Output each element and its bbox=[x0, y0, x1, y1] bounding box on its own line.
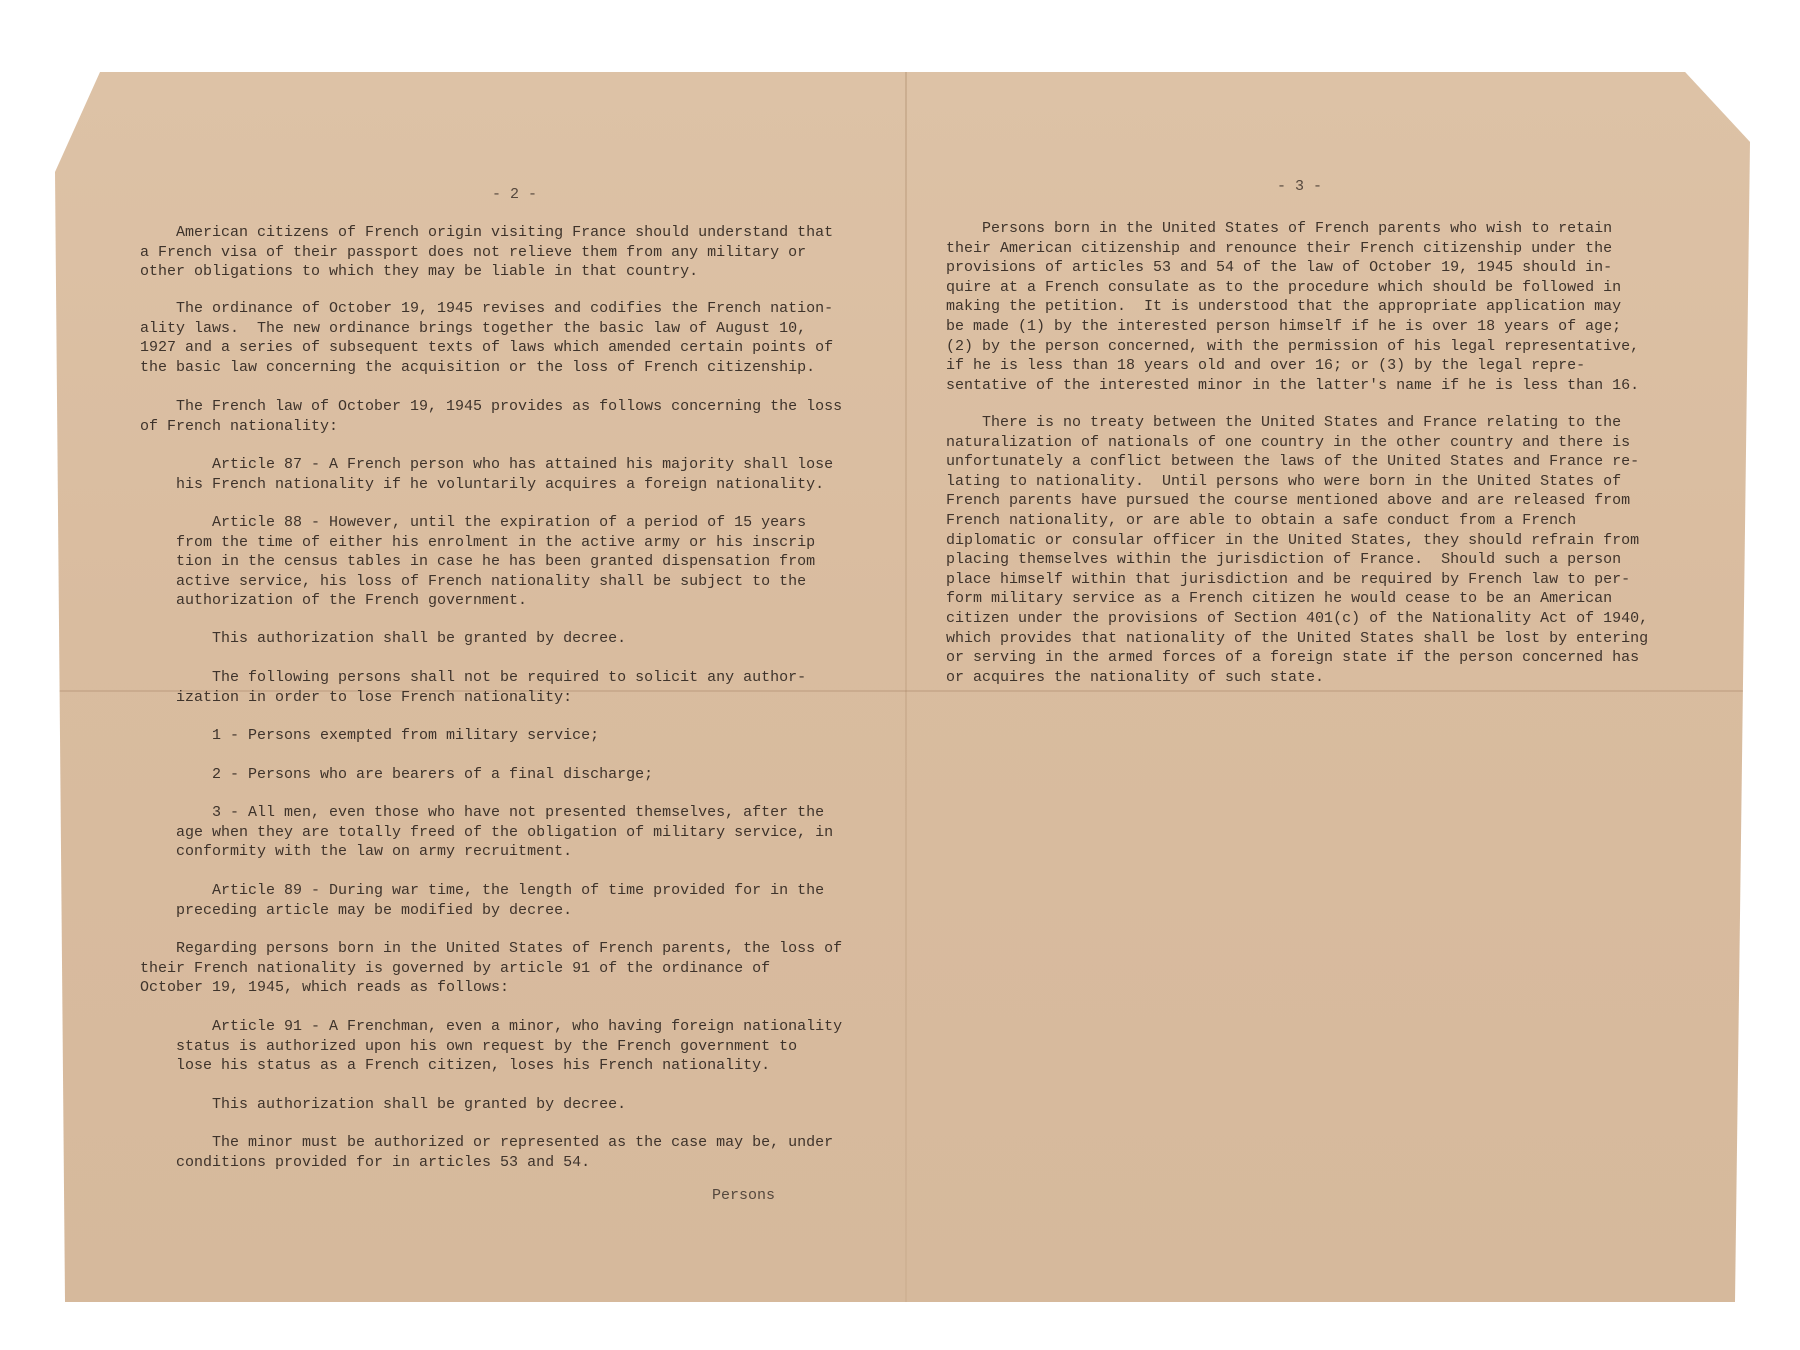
right-page-text bbox=[946, 219, 1649, 686]
catchword-footer: Persons bbox=[712, 1187, 776, 1204]
paragraph-minor-authorized: The minor must be authorized or represented as the case may be, under conditions provided for in articles 53 and 54. bbox=[176, 1134, 834, 1171]
paragraph-following-persons: The following persons shall not be required to solicit any author- ization in order to lose French nationality: bbox=[176, 669, 807, 706]
paragraph-citizens-visiting: American citizens of French origin visiting France should understand that a French visa of their passport does not relieve them from any military or other obligations to which they may be liable in that country. bbox=[140, 224, 834, 281]
paragraph-ordinance: The ordinance of October 19, 1945 revises and codifies the French nation- ality laws. The new ordinance brings together the basic law of August 10, 1927 and a series of subsequent texts of laws which amended certain points of the basic law concerning the acquisition or the loss of French citizenship. bbox=[140, 300, 834, 376]
paragraph-no-treaty: There is no treaty between the United States and France relating to the naturalization of nationals of one country in the other country and there is unfortunately a conflict between the laws of the United States and France re- lating to nationality. Until persons who were born in the United States of French parents have pursued the course mentioned above and are released from French nationality, or are able to obtain a safe conduct from a French diplomatic or consular officer in the United States, they should refrain from placing themselves within the jurisdiction of France. Should such a person place himself within that jurisdiction and be required by French law to per- form military service as a French citizen he would cease to be an American citizen under the provisions of Section 401(c) of the Nationality Act of 1940, which provides that nationality of the United States shall be lost by entering or serving in the armed forces of a foreign state if the person concerned has or acquires the nationality of such state. bbox=[946, 414, 1649, 686]
paragraph-french-law: The French law of October 19, 1945 provides as follows concerning the loss of French nationality: bbox=[140, 398, 843, 435]
list-item-2: 2 - Persons who are bearers of a final discharge; bbox=[140, 766, 654, 783]
page-number-right: - 3 - bbox=[1277, 178, 1323, 195]
paragraph-authorization-decree-2: This authorization shall be granted by decree. bbox=[140, 1096, 627, 1113]
paragraph-article-91: Article 91 - A Frenchman, even a minor, who having foreign nationality status is authorized upon his own request by the French government to lose his status as a French citizen, loses his French nationality. bbox=[176, 1018, 843, 1075]
paragraph-regarding-persons: Regarding persons born in the United States of French parents, the loss of their French nationality is governed by article 91 of the ordinance of October 19, 1945, which reads as follows: bbox=[140, 940, 843, 997]
list-item-3: 3 - All men, even those who have not presented themselves, after the age when they are totally freed of the obligation of military service, in conformity with the law on army recruitment. bbox=[176, 804, 834, 861]
paragraph-authorization-decree-1: This authorization shall be granted by decree. bbox=[140, 630, 627, 647]
list-item-1: 1 - Persons exempted from military service; bbox=[140, 727, 600, 744]
folded-corner bbox=[1685, 72, 1750, 142]
paragraph-persons-born: Persons born in the United States of French parents who wish to retain their American citizenship and renounce their French citizenship under the provisions of articles 53 and 54 of the law of October 19, 1945 should in- quire at a French consulate as to the procedure which should be followed in making the petition. It is understood that the appropriate application may be made (1) by the interested person himself if he is over 18 years of age; (2) by the person concerned, with the permission of his legal representative, if he is less than 18 years old and over 16; or (3) by the legal repre- sentative of the interested minor in the latter's name if he is less than 16. bbox=[946, 220, 1640, 394]
page-number-left: - 2 - bbox=[492, 186, 538, 203]
paragraph-article-87: Article 87 - A French person who has attained his majority shall lose his French nationality if he voluntarily acquires a foreign nationality. bbox=[176, 456, 834, 493]
paragraph-article-89: Article 89 - During war time, the length of time provided for in the preceding article may be modified by decree. bbox=[176, 882, 825, 919]
center-fold-line bbox=[905, 72, 907, 1302]
paragraph-article-88: Article 88 - However, until the expiration of a period of 15 years from the time of either his enrolment in the active army or his inscrip tion in the census tables in case he has been granted dispensation from active service, his loss of French nationality shall be subject to the authorization of the French government. bbox=[176, 514, 816, 610]
left-page-text bbox=[140, 223, 843, 1171]
